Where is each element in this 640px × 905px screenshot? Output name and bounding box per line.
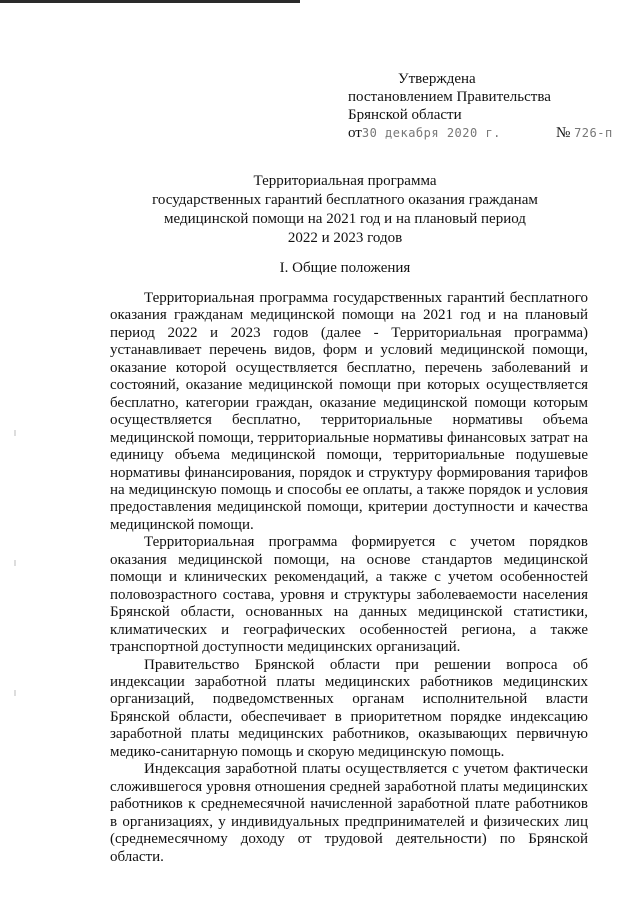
document-body xyxy=(110,290,588,866)
title-line: государственных гарантий бесплатного оказания гражданам xyxy=(152,192,538,208)
scan-top-rule xyxy=(0,0,300,3)
approval-stamp xyxy=(348,70,628,142)
title-line: 2022 и 2023 годов xyxy=(287,230,403,246)
title-line: Территориальная программа xyxy=(253,173,437,189)
date-prefix: от xyxy=(348,125,362,141)
approval-line: Брянской области xyxy=(348,107,462,123)
scan-margin-mark xyxy=(14,690,16,696)
paragraph: Территориальная программа формируется с учетом порядков оказания медицинской помощи, на основе стандартов медицинской помощи и клинических рекомендаций, а также с учетом особенностей половозрастного состава, уровня и структуры заболеваемости населения Брянской области, основанных на данных медицинской статистики, климатических и географических особенностей региона, а также транспортной доступности медицинских организаций. xyxy=(110,534,588,656)
paragraph: Индексация заработной платы осуществляется с учетом фактически сложившегося уровня отношения средней заработной платы медицинских работников к среднемесячной начисленной заработной плате работников в организациях, у индивидуальных предпринимателей и физических лиц (среднемесячному доходу от трудовой деятельности) по Брянской области. xyxy=(110,761,588,865)
scan-margin-mark xyxy=(14,430,16,436)
title-line: медицинской помощи на 2021 год и на плановый период xyxy=(164,211,526,227)
document-number xyxy=(556,124,613,142)
handwritten-date: 30 декабря 2020 г. xyxy=(361,126,501,140)
document-title xyxy=(110,172,580,248)
section-heading: I. Общие положения xyxy=(279,260,411,276)
approval-line: Утверждена xyxy=(398,71,476,87)
number-prefix: № xyxy=(556,125,571,141)
handwritten-number: 726-п xyxy=(574,126,613,140)
paragraph: Правительство Брянской области при решении вопроса об индексации заработной платы медицинских работников медицинских организаций, подведомственных органам исполнительной власти Брянской области, обеспечивает в приоритетном порядке индексацию заработной платы медицинских работников, оказывающих первичную медико-санитарную помощь и скорую медицинскую помощь. xyxy=(110,656,588,760)
paragraph: Территориальная программа государственных гарантий бесплатного оказания гражданам медицинской помощи на 2021 год и на плановый период 2022 и 2023 годов (далее - Территориальная программа) устанавливает перечень видов, форм и условий медицинской помощи, оказание которой осуществляется бесплатно, перечень заболеваний и состояний, оказание медицинской помощи при которых осуществляется бесплатно, категории граждан, оказание медицинской помощи которым осуществляется бесплатно, территориальные нормативы объема медицинской помощи, территориальные нормативы финансовых затрат на единицу объема медицинской помощи, территориальные подушевые нормативы финансирования, порядок и структуру формирования тарифов на медицинскую помощь и способы ее оплаты, а также порядок и условия предоставления медицинской помощи, критерии доступности и качества медицинской помощи. xyxy=(110,290,588,533)
scan-margin-mark xyxy=(14,560,16,566)
approval-date-line xyxy=(348,124,628,142)
approval-line: постановлением Правительства xyxy=(348,89,551,105)
